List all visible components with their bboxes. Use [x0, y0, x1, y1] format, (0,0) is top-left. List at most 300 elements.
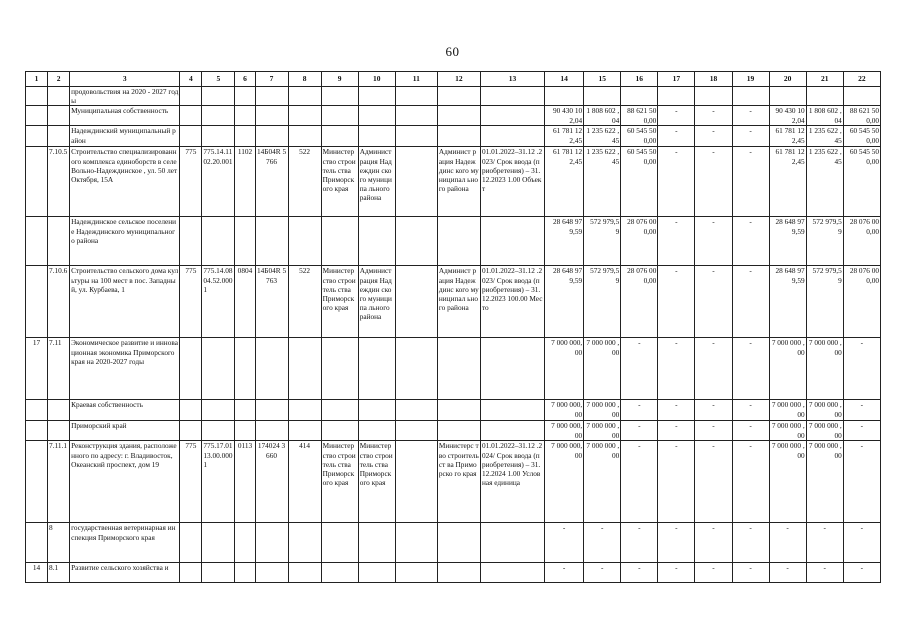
- column-number-cell: 8: [288, 72, 321, 87]
- fed-2023-cell: 28 076 00 0,00: [843, 217, 880, 266]
- period-capacity-cell: [480, 338, 544, 400]
- table-row: [26, 87, 881, 106]
- page-number: 60: [445, 44, 460, 59]
- expense-code-cell: [255, 217, 288, 266]
- column-number-cell: 11: [395, 72, 437, 87]
- expense-type-cell: [288, 563, 321, 583]
- recipient-cell: [358, 126, 395, 147]
- section-code-cell: [48, 87, 70, 106]
- builder-cell: [437, 126, 480, 147]
- period-capacity-cell: [480, 400, 544, 421]
- col-17-cell: -: [658, 147, 695, 217]
- section-subsection-cell: [235, 217, 255, 266]
- target-code-cell: [202, 217, 235, 266]
- expense-code-cell: [255, 87, 288, 106]
- budget-2022-cell: 572 979,5 9: [584, 217, 621, 266]
- expense-type-cell: [288, 87, 321, 106]
- section-code-cell: [48, 217, 70, 266]
- budget-2023-cell: 1 808 602 ,04: [806, 106, 843, 126]
- section-code-cell: [48, 400, 70, 421]
- period-capacity-cell: 01.01.2022–31.12 .2023/ Срок ввода (приобретения) – 31.12.2023 100.00 Место: [480, 266, 544, 338]
- target-code-cell: [202, 106, 235, 126]
- fed-2023-cell: 60 545 50 0,00: [843, 147, 880, 217]
- col-17-cell: -: [658, 441, 695, 523]
- total-cost-cell: -: [545, 563, 584, 583]
- kbk-grbs-cell: [180, 338, 202, 400]
- col-18-cell: [695, 87, 732, 106]
- column-number-cell: 9: [321, 72, 358, 87]
- fed-2022-cell: 60 545 50 0,00: [621, 126, 658, 147]
- col-19-cell: -: [732, 217, 769, 266]
- row-number-cell: [26, 523, 48, 563]
- recipient-cell: [358, 338, 395, 400]
- kbk-grbs-cell: [180, 217, 202, 266]
- col-18-cell: -: [695, 421, 732, 441]
- fed-2023-cell: -: [843, 338, 880, 400]
- total-2023-cell: 28 648 97 9,59: [769, 266, 806, 338]
- item-name-cell: Приморский край: [70, 421, 180, 441]
- budget-2023-cell: -: [806, 563, 843, 583]
- target-code-cell: [202, 563, 235, 583]
- customer-cell: [321, 563, 358, 583]
- budget-2022-cell: 1 235 622 ,45: [584, 147, 621, 217]
- target-code-cell: [202, 421, 235, 441]
- row-number-cell: [26, 421, 48, 441]
- budget-2022-cell: 572 979,5 9: [584, 266, 621, 338]
- column-number-cell: 12: [437, 72, 480, 87]
- fed-2023-cell: -: [843, 400, 880, 421]
- col-19-cell: -: [732, 106, 769, 126]
- recipient-cell: [358, 217, 395, 266]
- fed-2023-cell: 60 545 50 0,00: [843, 126, 880, 147]
- builder-cell: [437, 338, 480, 400]
- table-row: [26, 126, 881, 147]
- fed-2022-cell: [621, 87, 658, 106]
- col-19-cell: -: [732, 400, 769, 421]
- total-2023-cell: 7 000 000 ,00: [769, 441, 806, 523]
- col-11-cell: [395, 338, 437, 400]
- col-17-cell: -: [658, 106, 695, 126]
- col-11-cell: [395, 87, 437, 106]
- kbk-grbs-cell: [180, 400, 202, 421]
- col-18-cell: -: [695, 266, 732, 338]
- fed-2023-cell: -: [843, 523, 880, 563]
- budget-2023-cell: 7 000 000 ,00: [806, 441, 843, 523]
- builder-cell: [437, 106, 480, 126]
- target-code-cell: 775.14.08 04.52.000 1: [202, 266, 235, 338]
- table-body: [26, 72, 881, 583]
- col-17-cell: -: [658, 421, 695, 441]
- col-18-cell: -: [695, 563, 732, 583]
- col-18-cell: -: [695, 147, 732, 217]
- budget-2023-cell: -: [806, 523, 843, 563]
- row-number-cell: [26, 400, 48, 421]
- budget-2022-cell: 7 000 000 ,00: [584, 400, 621, 421]
- total-cost-cell: 7 000 000, 00: [545, 441, 584, 523]
- expense-code-cell: [255, 421, 288, 441]
- column-number-cell: 13: [480, 72, 544, 87]
- row-number-cell: [26, 147, 48, 217]
- section-subsection-cell: [235, 126, 255, 147]
- column-number-cell: 4: [180, 72, 202, 87]
- col-19-cell: -: [732, 421, 769, 441]
- col-11-cell: [395, 266, 437, 338]
- kbk-grbs-cell: [180, 87, 202, 106]
- fed-2022-cell: -: [621, 338, 658, 400]
- budget-2022-cell: 7 000 000 ,00: [584, 338, 621, 400]
- budget-2022-cell: [584, 87, 621, 106]
- col-17-cell: -: [658, 523, 695, 563]
- builder-cell: [437, 400, 480, 421]
- column-number-cell: 2: [48, 72, 70, 87]
- section-subsection-cell: [235, 421, 255, 441]
- total-2023-cell: [769, 87, 806, 106]
- expense-code-cell: [255, 106, 288, 126]
- expense-code-cell: [255, 126, 288, 147]
- section-code-cell: 8: [48, 523, 70, 563]
- recipient-cell: Админист рация Надеждин ского муниципа льного района: [358, 147, 395, 217]
- kbk-grbs-cell: [180, 106, 202, 126]
- kbk-grbs-cell: 775: [180, 147, 202, 217]
- kbk-grbs-cell: [180, 126, 202, 147]
- col-11-cell: [395, 523, 437, 563]
- col-11-cell: [395, 400, 437, 421]
- item-name-cell: Развитие сельского хозяйства и: [70, 563, 180, 583]
- col-18-cell: -: [695, 217, 732, 266]
- section-subsection-cell: 1102: [235, 147, 255, 217]
- column-number-cell: 21: [806, 72, 843, 87]
- period-capacity-cell: [480, 87, 544, 106]
- budget-2022-cell: 1 235 622 ,45: [584, 126, 621, 147]
- expense-type-cell: 414: [288, 441, 321, 523]
- target-code-cell: [202, 523, 235, 563]
- expense-type-cell: [288, 421, 321, 441]
- budget-2023-cell: 7 000 000 ,00: [806, 338, 843, 400]
- col-19-cell: -: [732, 266, 769, 338]
- builder-cell: [437, 87, 480, 106]
- table-row: [26, 217, 881, 266]
- row-number-cell: [26, 126, 48, 147]
- expense-type-cell: [288, 217, 321, 266]
- item-name-cell: государственная ветеринарная инспекция Приморского края: [70, 523, 180, 563]
- col-18-cell: -: [695, 400, 732, 421]
- expense-type-cell: [288, 338, 321, 400]
- table-row: [26, 338, 881, 400]
- col-17-cell: -: [658, 400, 695, 421]
- recipient-cell: [358, 106, 395, 126]
- row-number-cell: 14: [26, 563, 48, 583]
- item-name-cell: Реконструкция здания, расположенного по адресу: г. Владивосток, Океанский проспект, дом 19: [70, 441, 180, 523]
- recipient-cell: [358, 421, 395, 441]
- total-2023-cell: 61 781 12 2,45: [769, 147, 806, 217]
- recipient-cell: [358, 87, 395, 106]
- table-row: [26, 523, 881, 563]
- col-18-cell: -: [695, 126, 732, 147]
- total-cost-cell: [545, 87, 584, 106]
- row-number-cell: [26, 266, 48, 338]
- fed-2023-cell: [843, 87, 880, 106]
- target-code-cell: 775.14.11 02.20.001: [202, 147, 235, 217]
- table-row: [26, 421, 881, 441]
- total-cost-cell: 7 000 000, 00: [545, 338, 584, 400]
- section-code-cell: [48, 421, 70, 441]
- total-cost-cell: 28 648 97 9,59: [545, 217, 584, 266]
- col-11-cell: [395, 441, 437, 523]
- col-18-cell: -: [695, 338, 732, 400]
- column-number-cell: 6: [235, 72, 255, 87]
- section-code-cell: [48, 126, 70, 147]
- expense-type-cell: 522: [288, 266, 321, 338]
- total-2023-cell: 7 000 000 ,00: [769, 338, 806, 400]
- total-cost-cell: 90 430 10 2,04: [545, 106, 584, 126]
- column-number-cell: 10: [358, 72, 395, 87]
- col-17-cell: -: [658, 338, 695, 400]
- col-19-cell: -: [732, 441, 769, 523]
- expense-code-cell: [255, 523, 288, 563]
- column-number-cell: 1: [26, 72, 48, 87]
- column-number-cell: 20: [769, 72, 806, 87]
- fed-2023-cell: -: [843, 563, 880, 583]
- budget-table: [25, 71, 881, 583]
- total-2023-cell: -: [769, 563, 806, 583]
- fed-2022-cell: 28 076 00 0,00: [621, 266, 658, 338]
- row-number-cell: [26, 87, 48, 106]
- fed-2022-cell: 88 621 50 0,00: [621, 106, 658, 126]
- budget-2023-cell: 1 235 622 ,45: [806, 147, 843, 217]
- table-row: [26, 563, 881, 583]
- column-number-cell: 17: [658, 72, 695, 87]
- budget-2023-cell: [806, 87, 843, 106]
- customer-cell: [321, 217, 358, 266]
- col-19-cell: -: [732, 523, 769, 563]
- total-cost-cell: 7 000 000, 00: [545, 421, 584, 441]
- total-2023-cell: 7 000 000 ,00: [769, 421, 806, 441]
- column-number-cell: 19: [732, 72, 769, 87]
- fed-2023-cell: 88 621 50 0,00: [843, 106, 880, 126]
- row-number-cell: 17: [26, 338, 48, 400]
- expense-code-cell: [255, 400, 288, 421]
- fed-2022-cell: 60 545 50 0,00: [621, 147, 658, 217]
- item-name-cell: продовольствия на 2020 - 2027 годы: [71, 87, 179, 106]
- expense-code-cell: [255, 563, 288, 583]
- item-name-cell: Строительство сельского дома культуры на 100 мест в пос. Западный, ул. Курбаева, 1: [70, 266, 180, 338]
- item-name-cell: Надеждинское сельское поселение Надеждинского муниципального района: [70, 217, 180, 266]
- builder-cell: [437, 421, 480, 441]
- section-code-cell: [48, 106, 70, 126]
- customer-cell: Министер ство строитель ства Приморск ого края: [321, 147, 358, 217]
- col-19-cell: -: [732, 338, 769, 400]
- section-code-cell: 7.11: [48, 338, 70, 400]
- period-capacity-cell: 01.01.2022–31.12 .2024/ Срок ввода (приобретения) – 31.12.2024 1.00 Условная единица: [480, 441, 544, 523]
- item-name-cell: Надеждинский муниципальный район: [70, 126, 180, 147]
- total-cost-cell: 7 000 000, 00: [545, 400, 584, 421]
- section-subsection-cell: [235, 563, 255, 583]
- customer-cell: [321, 523, 358, 563]
- customer-cell: [321, 338, 358, 400]
- total-2023-cell: 7 000 000 ,00: [769, 400, 806, 421]
- budget-2022-cell: -: [584, 523, 621, 563]
- section-code-cell: 8.1: [48, 563, 70, 583]
- col-11-cell: [395, 106, 437, 126]
- fed-2023-cell: 28 076 00 0,00: [843, 266, 880, 338]
- recipient-cell: Министер ство строитель ства Приморск ого края: [358, 441, 395, 523]
- col-19-cell: -: [732, 126, 769, 147]
- period-capacity-cell: [480, 217, 544, 266]
- section-subsection-cell: 0804: [235, 266, 255, 338]
- expense-code-cell: 14Б04R 5766: [255, 147, 288, 217]
- customer-cell: [321, 87, 358, 106]
- fed-2022-cell: -: [621, 441, 658, 523]
- total-cost-cell: 61 781 12 2,45: [545, 126, 584, 147]
- target-code-cell: 775.17.01 13.00.000 1: [202, 441, 235, 523]
- col-19-cell: [732, 87, 769, 106]
- col-18-cell: -: [695, 523, 732, 563]
- row-number-cell: [26, 441, 48, 523]
- target-code-cell: [202, 126, 235, 147]
- column-number-cell: 5: [202, 72, 235, 87]
- fed-2022-cell: -: [621, 400, 658, 421]
- column-number-row: [26, 72, 881, 87]
- expense-type-cell: [288, 400, 321, 421]
- section-subsection-cell: [235, 87, 255, 106]
- target-code-cell: [202, 400, 235, 421]
- section-subsection-cell: 0113: [235, 441, 255, 523]
- row-number-cell: [26, 217, 48, 266]
- total-2023-cell: 90 430 10 2,04: [769, 106, 806, 126]
- kbk-grbs-cell: [180, 421, 202, 441]
- column-number-cell: 18: [695, 72, 732, 87]
- builder-cell: [437, 523, 480, 563]
- period-capacity-cell: [480, 126, 544, 147]
- col-18-cell: -: [695, 106, 732, 126]
- col-11-cell: [395, 147, 437, 217]
- col-19-cell: -: [732, 147, 769, 217]
- col-19-cell: -: [732, 563, 769, 583]
- kbk-grbs-cell: 775: [180, 266, 202, 338]
- expense-code-cell: 174024 3660: [255, 441, 288, 523]
- fed-2023-cell: -: [843, 441, 880, 523]
- total-cost-cell: -: [545, 523, 584, 563]
- period-capacity-cell: [480, 421, 544, 441]
- table-row: [26, 266, 881, 338]
- budget-2023-cell: 572 979,5 9: [806, 266, 843, 338]
- column-number-cell: 3: [70, 72, 180, 87]
- col-18-cell: -: [695, 441, 732, 523]
- budget-2022-cell: 7 000 000 ,00: [584, 441, 621, 523]
- expense-type-cell: [288, 106, 321, 126]
- kbk-grbs-cell: 775: [180, 441, 202, 523]
- builder-cell: Админист рация Надеждинс кого муниципал ьного района: [437, 147, 480, 217]
- recipient-cell: [358, 400, 395, 421]
- recipient-cell: [358, 523, 395, 563]
- period-capacity-cell: [480, 523, 544, 563]
- target-code-cell: [202, 338, 235, 400]
- col-11-cell: [395, 126, 437, 147]
- column-number-cell: 7: [255, 72, 288, 87]
- builder-cell: Админист рация Надеждинс кого муниципал ьного района: [437, 266, 480, 338]
- section-subsection-cell: [235, 106, 255, 126]
- expense-code-cell: 14Б04R 5763: [255, 266, 288, 338]
- col-17-cell: -: [658, 266, 695, 338]
- fed-2022-cell: -: [621, 523, 658, 563]
- col-17-cell: -: [658, 126, 695, 147]
- fed-2022-cell: -: [621, 421, 658, 441]
- expense-code-cell: [255, 338, 288, 400]
- budget-2023-cell: 1 235 622 ,45: [806, 126, 843, 147]
- col-11-cell: [395, 217, 437, 266]
- section-code-cell: 7.10.5: [48, 147, 70, 217]
- expense-type-cell: [288, 126, 321, 147]
- fed-2022-cell: 28 076 00 0,00: [621, 217, 658, 266]
- item-name-cell: Краевая собственность: [70, 400, 180, 421]
- table-row: [26, 441, 881, 523]
- section-subsection-cell: [235, 338, 255, 400]
- budget-2022-cell: -: [584, 563, 621, 583]
- item-name-cell: Экономическое развитие и инновационная экономика Приморского края на 2020-2027 годы: [70, 338, 180, 400]
- table-row: [26, 147, 881, 217]
- total-cost-cell: 28 648 97 9,59: [545, 266, 584, 338]
- budget-2023-cell: 7 000 000 ,00: [806, 400, 843, 421]
- budget-2023-cell: 572 979,5 9: [806, 217, 843, 266]
- kbk-grbs-cell: [180, 523, 202, 563]
- budget-2022-cell: 7 000 000 ,00: [584, 421, 621, 441]
- builder-cell: [437, 217, 480, 266]
- item-name-cell: Строительство специализированного комплекса единоборств в селе Вольно-Надеждинское , ул. 50 лет Октября, 15А: [70, 147, 180, 217]
- column-number-cell: 16: [621, 72, 658, 87]
- kbk-grbs-cell: [180, 563, 202, 583]
- table-row: [26, 400, 881, 421]
- expense-type-cell: [288, 523, 321, 563]
- expense-type-cell: 522: [288, 147, 321, 217]
- col-17-cell: -: [658, 217, 695, 266]
- column-number-cell: 15: [584, 72, 621, 87]
- customer-cell: Министер ство строитель ства Приморск ого края: [321, 441, 358, 523]
- fed-2022-cell: -: [621, 563, 658, 583]
- period-capacity-cell: [480, 563, 544, 583]
- customer-cell: Министер ство строитель ства Приморск ого края: [321, 266, 358, 338]
- section-code-cell: 7.10.6: [48, 266, 70, 338]
- fed-2023-cell: -: [843, 421, 880, 441]
- total-2023-cell: 28 648 97 9,59: [769, 217, 806, 266]
- row-number-cell: [26, 106, 48, 126]
- customer-cell: [321, 126, 358, 147]
- period-capacity-cell: [480, 106, 544, 126]
- customer-cell: [321, 421, 358, 441]
- table-row: [26, 106, 881, 126]
- col-17-cell: -: [658, 563, 695, 583]
- column-number-cell: 22: [843, 72, 880, 87]
- target-code-cell: [202, 87, 235, 106]
- section-code-cell: 7.11.1: [48, 441, 70, 523]
- total-2023-cell: 61 781 12 2,45: [769, 126, 806, 147]
- section-subsection-cell: [235, 400, 255, 421]
- total-2023-cell: -: [769, 523, 806, 563]
- period-capacity-cell: 01.01.2022–31.12 .2023/ Срок ввода (приобретения) – 31.12.2023 1.00 Объект: [480, 147, 544, 217]
- total-cost-cell: 61 781 12 2,45: [545, 147, 584, 217]
- section-subsection-cell: [235, 523, 255, 563]
- col-11-cell: [395, 563, 437, 583]
- col-17-cell: [658, 87, 695, 106]
- column-number-cell: 14: [545, 72, 584, 87]
- customer-cell: [321, 106, 358, 126]
- item-name-cell: Муниципальная собственность: [70, 106, 180, 126]
- budget-2022-cell: 1 808 602 ,04: [584, 106, 621, 126]
- recipient-cell: Админист рация Надеждин ского муниципа льного района: [358, 266, 395, 338]
- col-11-cell: [395, 421, 437, 441]
- customer-cell: [321, 400, 358, 421]
- budget-2023-cell: 7 000 000 ,00: [806, 421, 843, 441]
- builder-cell: Министерс тво строительст ва Приморско го края: [437, 441, 480, 523]
